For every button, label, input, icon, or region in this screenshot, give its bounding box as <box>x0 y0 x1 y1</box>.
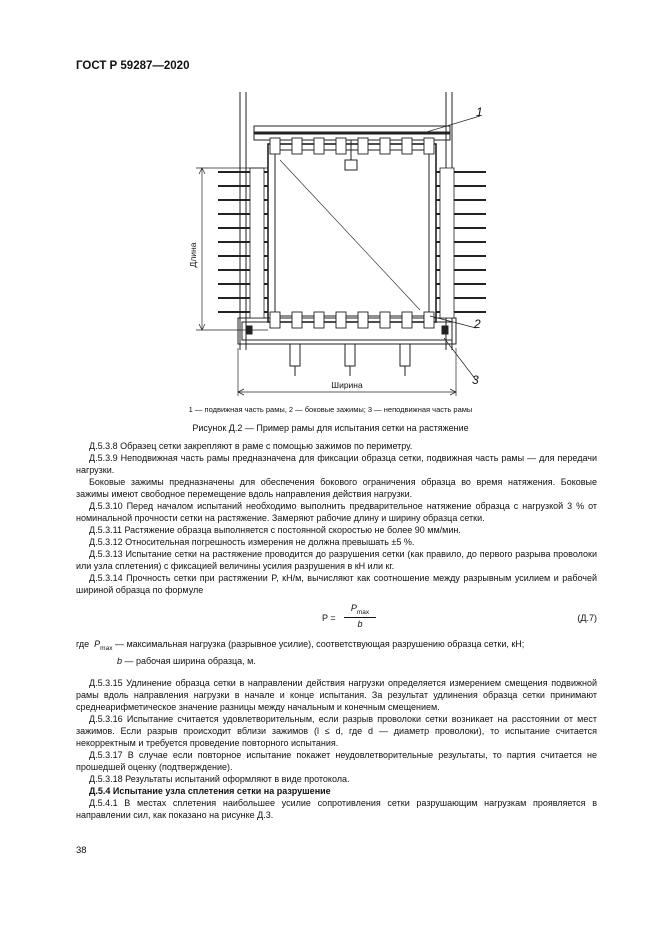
paragraph: Д.5.3.11 Растяжение образца выполняется с постоянной скоростью не более 90 мм/мин. <box>89 525 461 535</box>
callout-3: 3 <box>472 373 479 387</box>
test-frame-figure <box>150 90 520 400</box>
paragraph: Д.5.3.16 Испытание считается удовлетворительным, если разрыв проволоки сетки возникает на расстоянии от мест зажимов. Если разрыв происходит вблизи зажимов (l ≤ d, где d — диаметр проволоки), то испытание считается некорректным и требуется проведение повторного испытания. <box>76 714 597 748</box>
formula-number: (Д.7) <box>577 613 597 623</box>
formula-numerator: $P_{max}$ <box>344 603 376 618</box>
document-header: ГОСТ Р 59287—2020 <box>76 60 190 72</box>
paragraph: Д.5.3.10 Перед началом испытаний необходимо выполнить предварительное натяжение образца с нагрузкой 3 % от номинальной прочности сетки на растяжение. Замеряют рабочие длину и ширину образца сетки. <box>76 501 597 523</box>
callout-1: 1 <box>476 105 483 119</box>
formula-d7 <box>76 603 597 633</box>
where-line-2: b — рабочая ширина образца, м. <box>117 655 256 666</box>
formula-where <box>76 638 597 668</box>
paragraph: Боковые зажимы предназначены для обеспечения бокового ограничения образца во время натяжения. Боковые зажимы имеют свободное перемещение вдоль направления действия нагрузки. <box>76 477 597 499</box>
where-line-1: где $P_{max}$ — максимальная нагрузка (разрывное усилие), соответствующая разрушению образца сетки, кН; <box>76 639 525 652</box>
paragraph: Д.5.3.8 Образец сетки закрепляют в раме с помощью зажимов по периметру. <box>89 441 413 451</box>
page-number: 38 <box>76 845 87 856</box>
length-label: Длина <box>188 242 198 268</box>
paragraph: Д.5.3.17 В случае если повторное испытание покажет неудовлетворительные результаты, то партия считается не прошедшей оценку (подтверждение). <box>76 750 597 772</box>
paragraphs-top <box>76 440 597 596</box>
formula-fraction <box>344 603 376 629</box>
callout-2: 2 <box>474 317 481 331</box>
formula-lhs: P = <box>322 613 336 623</box>
paragraph: Д.5.3.14 Прочность сетки при растяжении P, кН/м, вычисляют как соотношение между разрывным усилием и рабочей шириной образца по формуле <box>76 573 597 595</box>
formula-denominator: b <box>357 618 363 629</box>
paragraph: Д.5.3.13 Испытание сетки на растяжение проводится до разрушения сетки (как правило, до первого разрыва проволоки или узла сплетения) с фиксацией величины усилия разрушения в кН или кг. <box>76 549 597 571</box>
width-label: Ширина <box>331 380 363 390</box>
figure-caption: Рисунок Д.2 — Пример рамы для испытания сетки на растяжение <box>192 423 469 433</box>
paragraph: Д.5.3.15 Удлинение образца сетки в направлении действия нагрузки определяется измерением смещения подвижной рамы вдоль направления нагрузки в начале и конце испытания. За результат удлинения образца сетки принимают среднеарифметическое значение разницы между начальным и конечным смещением. <box>76 678 597 712</box>
figure-legend: 1 — подвижная часть рамы, 2 — боковые зажимы; 3 — неподвижная часть рамы <box>188 405 473 414</box>
paragraph: Д.5.3.9 Неподвижная часть рамы предназначена для фиксации образца сетки, подвижная часть рамы — для передачи нагрузки. <box>76 453 597 475</box>
section-heading: Д.5.4 Испытание узла сплетения сетки на разрушение <box>89 786 331 796</box>
paragraph: Д.5.3.12 Относительная погрешность измерения не должна превышать ±5 %. <box>89 537 415 547</box>
paragraphs-bottom <box>76 677 597 821</box>
paragraph: Д.5.4.1 В местах сплетения наибольшее усилие сопротивления сетки разрушающим нагрузкам проявляется в направлении сил, как показано на рисунке Д.3. <box>76 798 597 820</box>
paragraph: Д.5.3.18 Результаты испытаний оформляют в виде протокола. <box>89 774 350 784</box>
